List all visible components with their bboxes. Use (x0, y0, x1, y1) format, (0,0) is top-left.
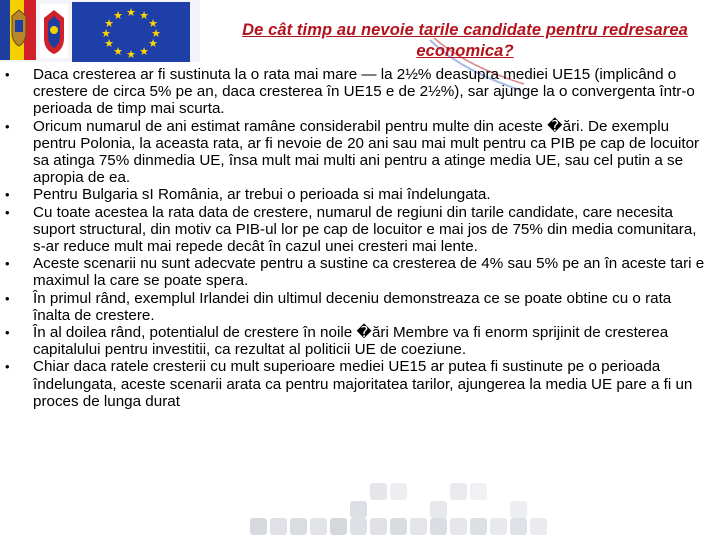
eu-flag-icon (72, 2, 190, 62)
crest-icon (8, 8, 30, 48)
romania-flag-icon (0, 0, 36, 60)
svg-text:★: ★ (101, 27, 111, 40)
svg-text:★: ★ (113, 45, 123, 58)
bullet-list (0, 66, 720, 410)
list-item: • Aceste scenarii nu sunt adecvate pentru a sustine ca cresterea de 4% sau 5% pe an în aceste tari e maximul la care se poate spera. (0, 255, 720, 289)
svg-text:★: ★ (104, 17, 114, 30)
coat-of-arms-icon (40, 4, 68, 58)
list-item: • Pentru Bulgaria sI România, ar trebui o perioada si mai îndelungata. (0, 186, 720, 203)
flag-strip (0, 0, 200, 62)
svg-text:★: ★ (148, 37, 158, 50)
svg-text:★: ★ (104, 37, 114, 50)
decorative-tiles (250, 478, 720, 540)
slide-title: De cât timp au nevoie tarile candidate pentru redresarea economica? (242, 21, 688, 60)
svg-text:★: ★ (148, 17, 158, 30)
svg-text:★: ★ (151, 27, 161, 40)
list-item: • Oricum numarul de ani estimat ramâne considerabil pentru multe din aceste �ări. De exemplu pentru Polonia, la aceasta rata, ar fi nevoie de 20 ani sau mai mult pentru ca PIB pe cap de locuitor sa atinga 75% dinmedia UE, însa mult mai multi ani pentru a atinge media UE, sau cel putin a se apropia de ea. (0, 118, 720, 187)
list-item: • În al doilea rând, potentialul de crestere în noile �ări Membre va fi enorm sprijinit de cresterea capitalului pentru investitii, ca rezultat al politicii UE de coeziune. (0, 324, 720, 358)
svg-text:★: ★ (139, 9, 149, 22)
svg-text:★: ★ (126, 6, 136, 19)
list-item: • În primul rând, exemplul Irlandei din ultimul deceniu demonstreaza ce se poate obtine cu o rata înalta de crestere. (0, 290, 720, 324)
list-item: • Chiar daca ratele cresterii cu mult superioare mediei UE15 ar putea fi sustinute pe o perioada îndelungata, aceste scenarii arata ca pentru majoritatea tarilor, ajungerea la media UE pare a fi un proces de lunga durat (0, 358, 720, 410)
list-item: • Daca cresterea ar fi sustinuta la o rata mai mare — la 2½% deasupra mediei UE15 (implicând o crestere de circa 5% pe an, daca cresterea în UE15 e de 2½%), sar ajunge la o convergenta într-o perioada de timp mai scurta. (0, 66, 720, 118)
svg-text:★: ★ (139, 45, 149, 58)
svg-text:★: ★ (113, 9, 123, 22)
header-images (0, 0, 210, 62)
list-item: • Cu toate acestea la rata data de crestere, numarul de regiuni din tarile candidate, care necesita suport structural, din motiv ca PIB-ul lor pe cap de locuitor e mai jos de 75% din media comunitara, s-ar reduce mult mai repede decât în cazul unei cresteri mai lente. (0, 204, 720, 256)
svg-text:★: ★ (126, 48, 136, 61)
